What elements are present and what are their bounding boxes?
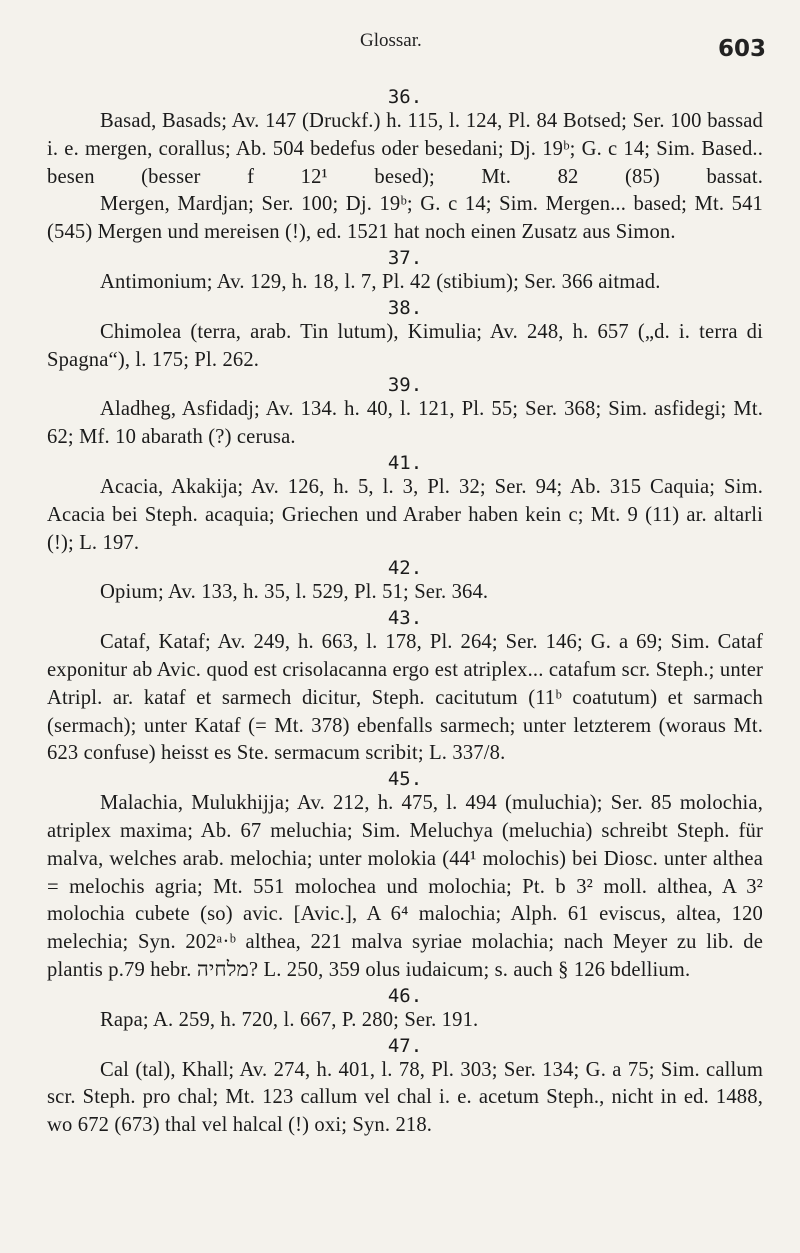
entry-paragraph: Mergen, Mardjan; Ser. 100; Dj. 19ᵇ; G. c 14; Sim. Mergen... based; Mt. 541 (545) Mergen und mereisen (!), ed. 1521 hat noch einen Zusatz aus Simon. <box>47 193 763 244</box>
entry-paragraph: Rapa; A. 259, h. 720, l. 667, P. 280; Ser. 191. <box>100 1008 479 1031</box>
entry-number: 36. <box>387 86 423 108</box>
entry-39 <box>47 374 763 452</box>
entry-42 <box>47 557 763 607</box>
running-header: Glossar. <box>360 30 422 51</box>
entry-paragraph: Malachia, Mulukhijja; Av. 212, h. 475, l. 494 (muluchia); Ser. 85 molochia, atriplex maxima; Ab. 67 meluchia; Sim. Meluchya (meluchia) schreibt Steph. für malva, welches arab. melochia; unter molokia (44¹ molochis) bei Diosc. unter althea = melochis agria; Mt. 551 molochea und molochia; Pt. b 3² moll. althea, A 3² molochia cubete (so) avic. [Avic.], A 6⁴ malochia; Alph. 61 eviscus, altea, 120 melechia; Syn. 202ᵃ·ᵇ althea, 221 malva syriae molachia; nach Meyer zu lib. de plantis p.79 hebr. מלחיה? L. 250, 359 olus iudaicum; s. auch § 126 bdellium. <box>47 792 763 981</box>
entry-46 <box>47 985 763 1035</box>
entry-37 <box>47 247 763 297</box>
entry-paragraph: Aladheg, Asfidadj; Av. 134. h. 40, l. 121, Pl. 55; Ser. 368; Sim. asfidegi; Mt. 62; Mf. 10 abarath (?) cerusa. <box>47 398 763 449</box>
entry-paragraph: Antimonium; Av. 129, h. 18, l. 7, Pl. 42 (stibium); Ser. 366 aitmad. <box>100 270 661 293</box>
entry-number: 46. <box>387 984 423 1007</box>
entry-38 <box>47 297 763 375</box>
entry-number: 42. <box>387 557 423 580</box>
entry-number: 37. <box>387 246 423 269</box>
entry-36 <box>47 86 763 247</box>
entry-number: 45. <box>387 768 423 791</box>
entry-45 <box>47 768 763 985</box>
entry-number: 39. <box>387 374 423 397</box>
entry-number: 47. <box>387 1034 423 1057</box>
entry-43 <box>47 607 763 768</box>
entry-paragraph: Chimolea (terra, arab. Tin lutum), Kimulia; Av. 248, h. 657 („d. i. terra di Spagna“), l. 175; Pl. 262. <box>47 320 763 371</box>
entry-number: 38. <box>387 296 423 319</box>
entry-paragraph: Opium; Av. 133, h. 35, l. 529, Pl. 51; Ser. 364. <box>100 581 489 604</box>
entry-number: 41. <box>387 451 423 474</box>
entry-paragraph: Basad, Basads; Av. 147 (Druckf.) h. 115, l. 124, Pl. 84 Botsed; Ser. 100 bassad i. e. mergen, corallus; Ab. 504 bedefus oder besedani; Dj. 19ᵇ; G. c 14; Sim. Based.. besen (besser f 12¹ besed); Mt. 82 (85) bassat. <box>47 110 763 188</box>
entry-paragraph: Acacia, Akakija; Av. 126, h. 5, l. 3, Pl. 32; Ser. 94; Ab. 315 Caquia; Sim. Acacia bei Steph. acaquia; Griechen und Araber haben kein c; Mt. 9 (11) ar. altarli (!); L. 197. <box>47 475 763 554</box>
entry-paragraph: Cataf, Kataf; Av. 249, h. 663, l. 178, Pl. 264; Ser. 146; G. a 69; Sim. Cataf exponitur ab Avic. quod est crisolacanna ergo est atriplex... catafum scr. Steph.; unter Atripl. ar. kataf et sarmech dicitur, Steph. cacitutum (11ᵇ coatutum) et sarmach (sermach); unter Kataf (= Mt. 378) ebenfalls sarmech; unter letzterem (woraus Mt. 623 confuse) heisst es Ste. sermacum scribit; L. 337/8. <box>47 631 763 765</box>
page-number: 603 <box>718 36 767 62</box>
entry-number: 43. <box>387 607 423 630</box>
entry-47 <box>47 1035 763 1140</box>
entry-paragraph: Cal (tal), Khall; Av. 274, h. 401, l. 78, Pl. 303; Ser. 134; G. a 75; Sim. callum scr. Steph. pro chal; Mt. 123 callum vel chal i. e. acetum Steph., nicht in ed. 1488, wo 672 (673) thal vel halcal (!) oxi; Syn. 218. <box>47 1058 763 1137</box>
entry-41 <box>47 452 763 557</box>
glossary-column <box>47 86 763 1140</box>
